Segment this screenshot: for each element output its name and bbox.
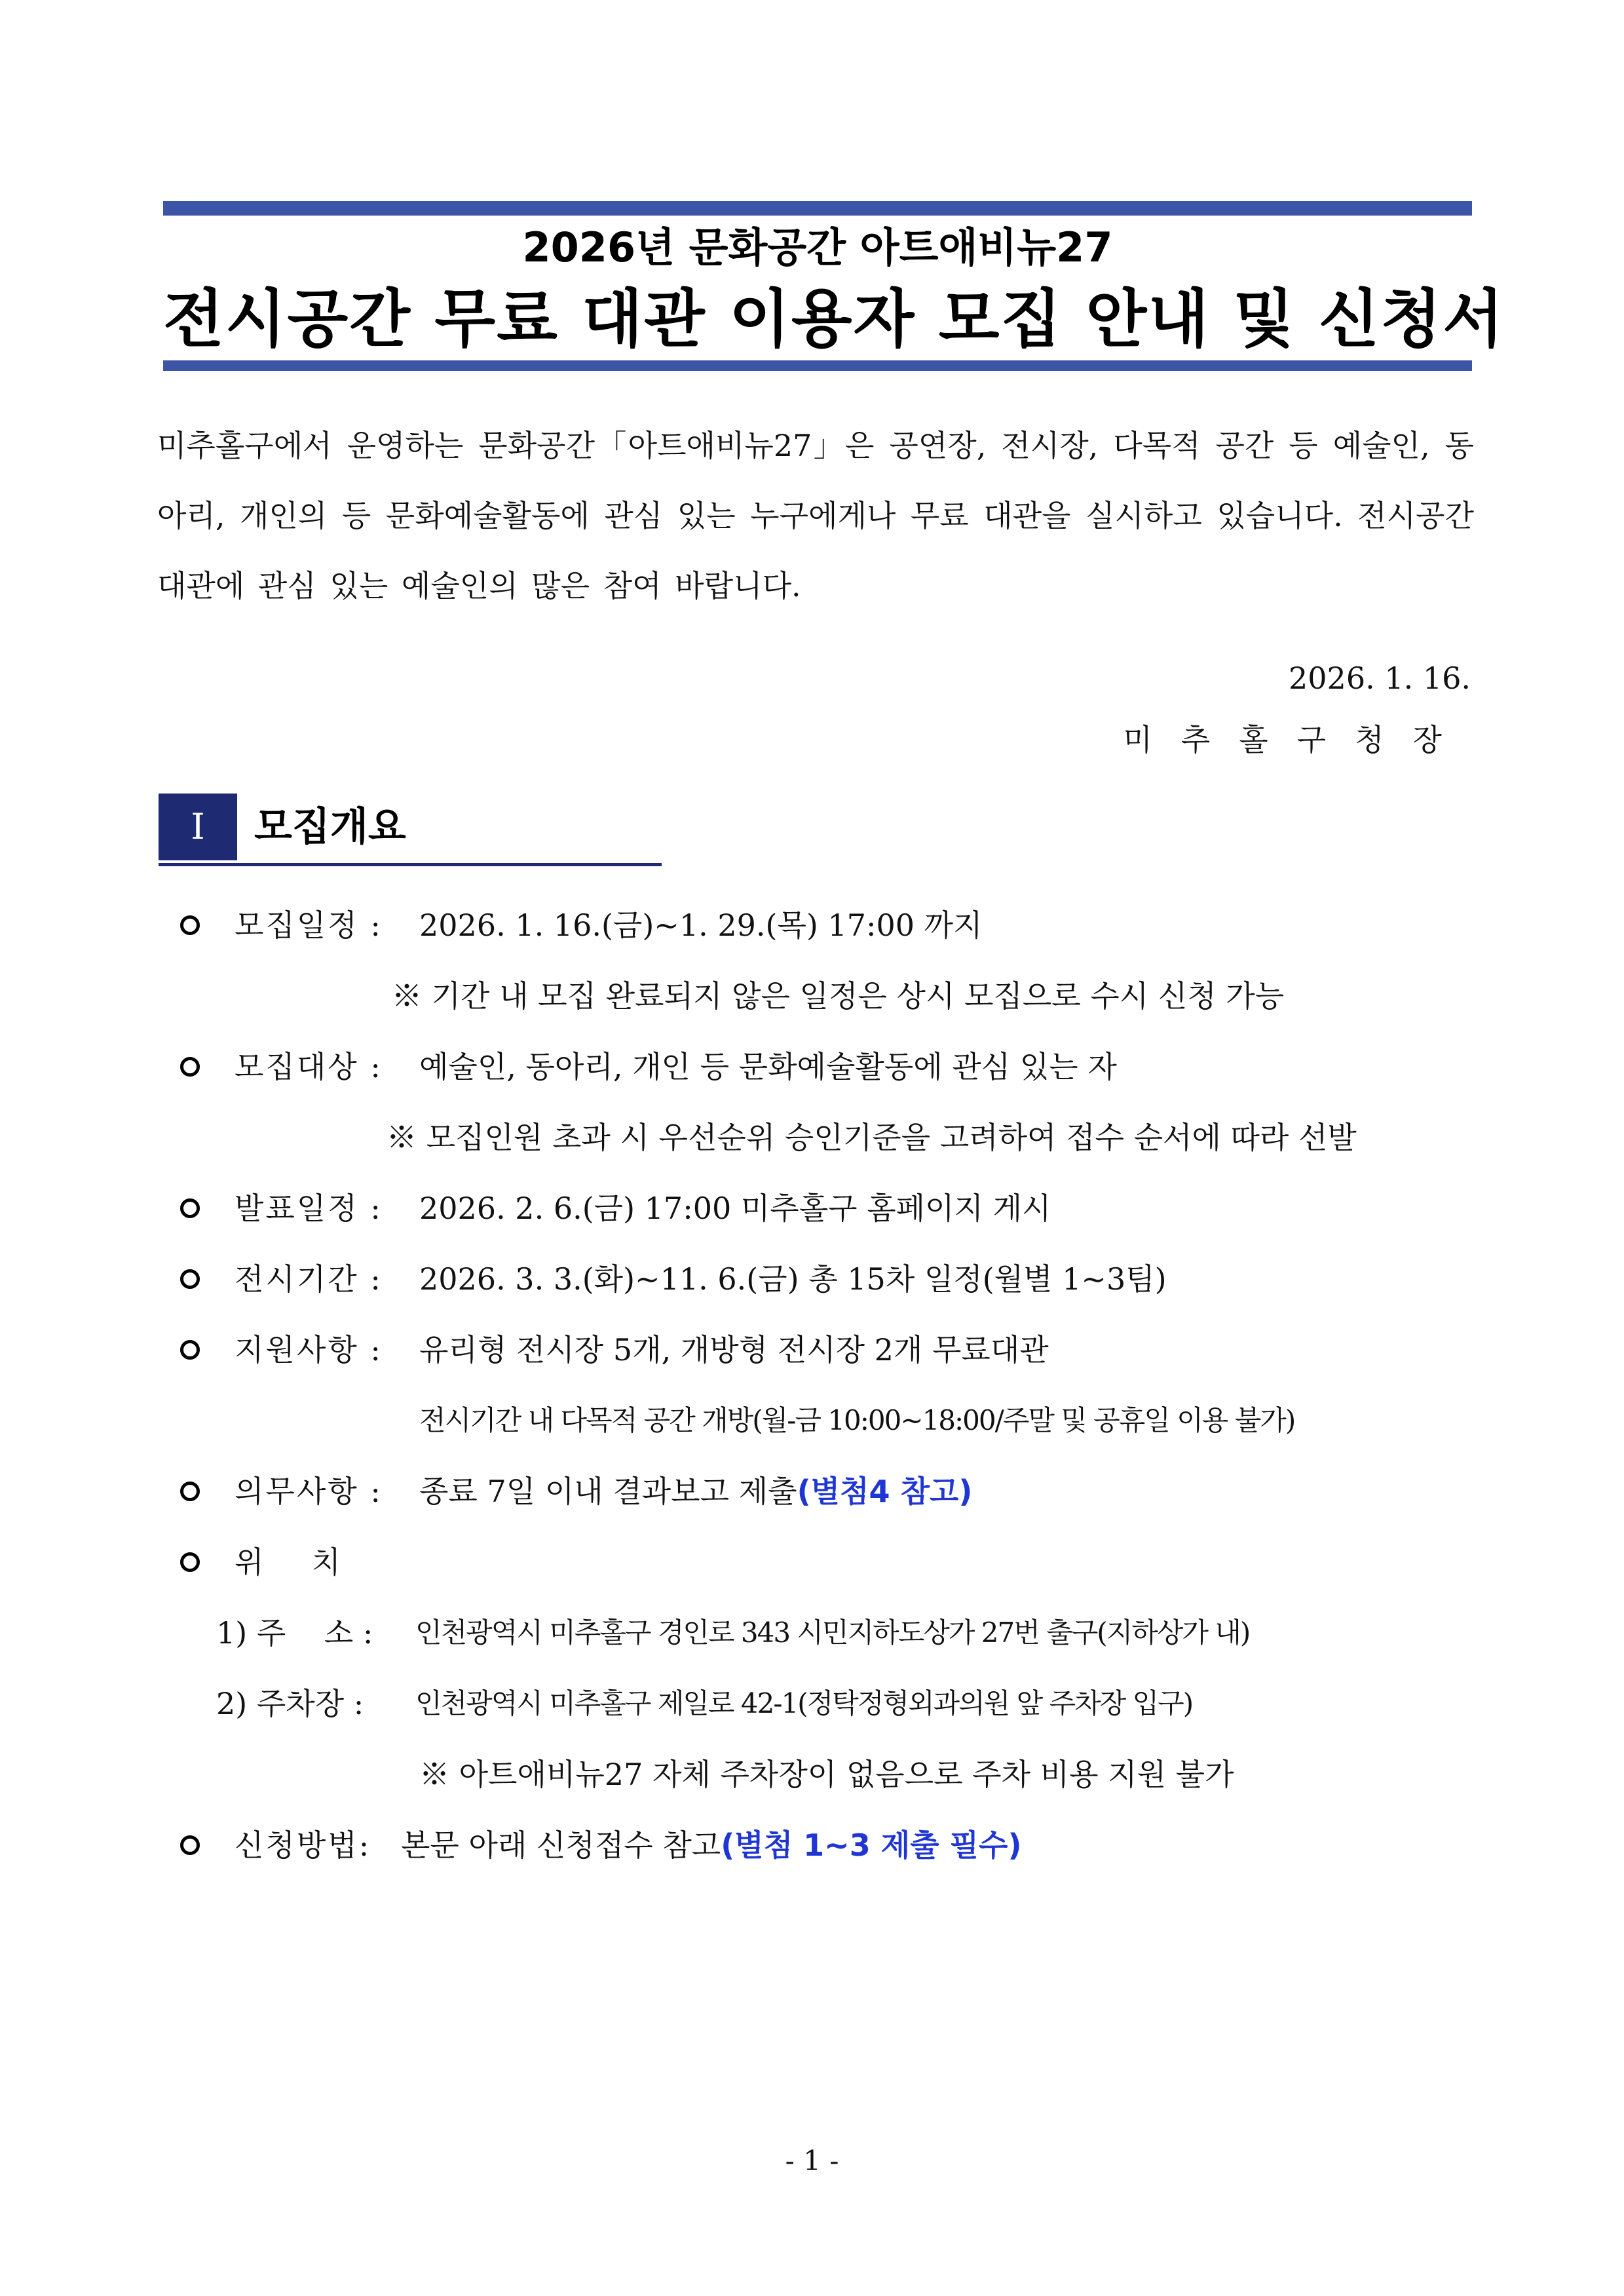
announce-value: 2026. 2. 6.(금) 17:00 미추홀구 홈페이지 게시 xyxy=(419,1191,1051,1226)
period-note: ※ 기간 내 모집 완료되지 않은 일정은 상시 모집으로 수시 신청 가능 xyxy=(392,978,1285,1014)
section-title: 모집개요 xyxy=(254,804,406,850)
circle-bullet-icon xyxy=(180,1057,200,1077)
circle-bullet-icon xyxy=(180,1552,200,1572)
apply-attachment-ref: (별첨 1~3 제출 필수) xyxy=(721,1827,1022,1863)
parking-label: 2) 주차장 : xyxy=(216,1686,364,1721)
period-label: 모집일정 : xyxy=(235,908,383,943)
support-value: 유리형 전시장 5개, 개방형 전시장 2개 무료대관 xyxy=(419,1332,1049,1368)
document-subtitle: 2026년 문화공간 아트애비뉴27 xyxy=(522,223,1113,271)
parking-value: 인천광역시 미추홀구 제일로 42-1(정탁정형외과의원 앞 주차장 입구) xyxy=(415,1687,1193,1719)
document-title: 전시공간 무료 대관 이용자 모집 안내 및 신청서 xyxy=(163,282,1505,356)
support-label: 지원사항 : xyxy=(235,1332,383,1368)
document-date: 2026. 1. 16. xyxy=(1289,660,1471,696)
apply-text: 본문 아래 신청접수 참고 xyxy=(401,1827,721,1863)
parking-note: ※ 아트애비뉴27 자체 주차장이 없음으로 주차 비용 지원 불가 xyxy=(419,1757,1234,1792)
target-label: 모집대상 : xyxy=(235,1049,383,1084)
duty-label: 의무사항 : xyxy=(235,1474,383,1509)
duty-value xyxy=(419,1470,972,1512)
announce-label: 발표일정 : xyxy=(235,1191,383,1226)
circle-bullet-icon xyxy=(180,915,200,935)
circle-bullet-icon xyxy=(180,1835,200,1855)
circle-bullet-icon xyxy=(180,1340,200,1360)
target-value: 예술인, 동아리, 개인 등 문화예술활동에 관심 있는 자 xyxy=(419,1049,1117,1084)
title-top-rule xyxy=(163,201,1472,216)
exhibit-value: 2026. 3. 3.(화)~11. 6.(금) 총 15차 일정(월별 1~3팀) xyxy=(419,1261,1167,1297)
period-value: 2026. 1. 16.(금)~1. 29.(목) 17:00 까지 xyxy=(419,908,983,943)
address-label: 1) 주 소 : xyxy=(216,1615,373,1651)
target-note: ※ 모집인원 초과 시 우선순위 승인기준을 고려하여 접수 순서에 따라 선발 xyxy=(387,1120,1357,1155)
page-number: - 1 - xyxy=(785,2145,839,2177)
exhibit-label: 전시기간 : xyxy=(235,1261,383,1297)
section-underline xyxy=(159,863,662,866)
duty-text: 종료 7일 이내 결과보고 제출 xyxy=(419,1474,797,1509)
apply-label: 신청방법: xyxy=(235,1827,371,1863)
address-value: 인천광역시 미추홀구 경인로 343 시민지하도상가 27번 출구(지하상가 내) xyxy=(415,1617,1250,1649)
intro-paragraph: 미추홀구에서 운영하는 문화공간「아트애비뉴27」은 공연장, 전시장, 다목적 공간 등 예술인, 동아리, 개인의 등 문화예술활동에 관심 있는 누구에게나 무료 대관을 실시하고 있습니다. 전시공간 대관에 관심 있는 예술인의 많은 참여 바랍니다. xyxy=(157,428,1474,603)
title-bottom-rule xyxy=(163,360,1472,371)
apply-value xyxy=(401,1824,1022,1866)
section-number-badge: Ⅰ xyxy=(159,794,237,860)
signer-name: 미추홀구청장 xyxy=(1123,722,1471,757)
support-value-detail: 전시기간 내 다목적 공간 개방(월-금 10:00~18:00/주말 및 공휴일 이용 불가) xyxy=(419,1404,1295,1436)
circle-bullet-icon xyxy=(180,1269,200,1289)
circle-bullet-icon xyxy=(180,1482,200,1501)
duty-attachment-ref: (별첨4 참고) xyxy=(797,1474,973,1509)
location-label: 위 치 xyxy=(235,1544,341,1580)
circle-bullet-icon xyxy=(180,1198,200,1218)
